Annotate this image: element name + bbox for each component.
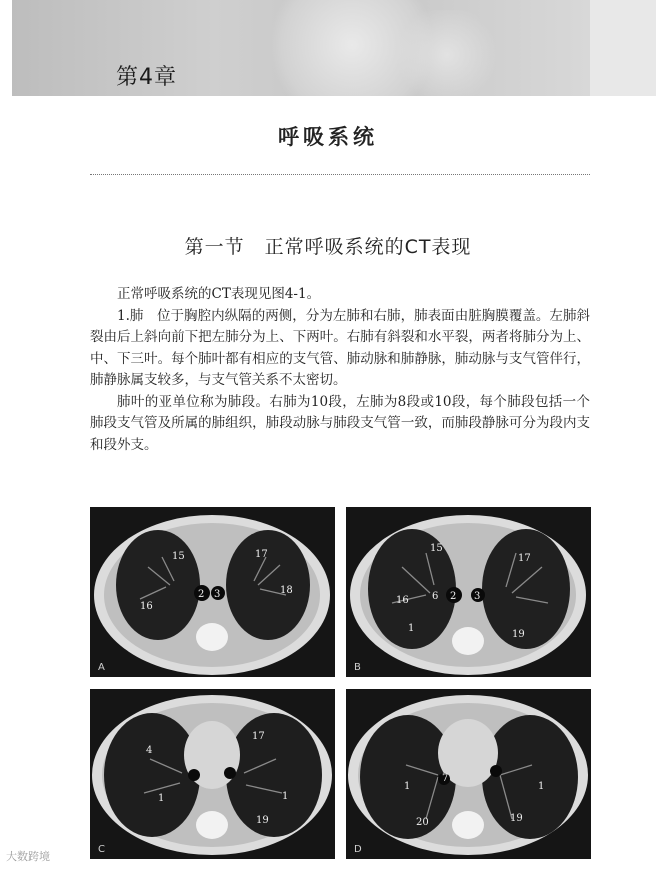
anatomy-label: 19 bbox=[512, 629, 525, 640]
banner-decoration bbox=[392, 10, 502, 96]
anatomy-label: 1 bbox=[538, 781, 545, 792]
body-text bbox=[90, 284, 590, 456]
ct-figure bbox=[90, 507, 591, 862]
chapter-title: 呼吸系统 bbox=[278, 125, 378, 149]
paragraph: 正常呼吸系统的CT表现见图4-1。 bbox=[117, 286, 321, 302]
anatomy-label: 15 bbox=[430, 543, 443, 554]
ct-panel-d bbox=[346, 689, 591, 859]
ct-panel-c bbox=[90, 689, 335, 859]
anatomy-label: 1 bbox=[158, 793, 165, 804]
anatomy-label: 2 bbox=[450, 591, 457, 602]
anatomy-label: 3 bbox=[214, 589, 221, 600]
anatomy-label: 18 bbox=[280, 585, 293, 596]
panel-label: B bbox=[354, 662, 361, 673]
anatomy-label: 15 bbox=[172, 551, 185, 562]
anatomy-label: 17 bbox=[518, 553, 531, 564]
anatomy-label: 16 bbox=[396, 595, 409, 606]
anatomy-label: 6 bbox=[432, 591, 439, 602]
anatomy-label: 4 bbox=[146, 745, 153, 756]
paragraph: 肺叶的亚单位称为肺段。右肺为10段，左肺为8段或10段，每个肺段包括一个肺段支气管及所属的肺组织，肺段动脉与肺段支气管一致，而肺段静脉可分为段内支和段外支。 bbox=[90, 393, 590, 453]
anatomy-label: 20 bbox=[416, 817, 429, 828]
anatomy-label: 17 bbox=[255, 549, 268, 560]
anatomy-label: 1 bbox=[404, 781, 411, 792]
banner-tab bbox=[590, 0, 656, 96]
anatomy-label: 19 bbox=[256, 815, 269, 826]
section-title: 第一节 正常呼吸系统的CT表现 bbox=[184, 236, 472, 258]
panel-label: A bbox=[98, 662, 105, 673]
anatomy-label: 16 bbox=[140, 601, 153, 612]
anatomy-label: 19 bbox=[510, 813, 523, 824]
paragraph: 1.肺 位于胸腔内纵隔的两侧，分为左肺和右肺，肺表面由脏胸膜覆盖。左肺斜裂由后上斜向前下把左肺分为上、下两叶。右肺有斜裂和水平裂，两者将肺分为上、中、下三叶。每个肺叶都有相应的支气管、肺动脉和肺静脉，肺动脉与支气管伴行，肺静脉属支较多，与支气管关系不太密切。 bbox=[90, 307, 590, 388]
anatomy-label: 1 bbox=[408, 623, 415, 634]
panel-label: D bbox=[354, 844, 362, 855]
chapter-banner bbox=[12, 0, 590, 96]
anatomy-label: 1 bbox=[282, 791, 289, 802]
anatomy-label: 2 bbox=[198, 589, 205, 600]
anatomy-label: 7 bbox=[442, 773, 449, 784]
chapter-label: 第4章 bbox=[116, 65, 177, 90]
anatomy-label: 3 bbox=[474, 591, 481, 602]
dotted-divider bbox=[90, 174, 590, 175]
anatomy-label: 17 bbox=[252, 731, 265, 742]
ct-panel-a bbox=[90, 507, 335, 677]
watermark: 大数跨境 bbox=[6, 850, 50, 863]
panel-label: C bbox=[98, 844, 105, 855]
ct-panel-b bbox=[346, 507, 591, 677]
